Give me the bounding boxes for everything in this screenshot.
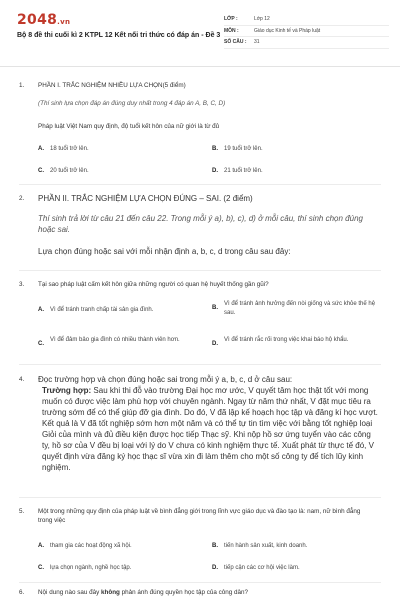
option-b[interactable]: B. 19 tuổi trở lên. xyxy=(212,146,263,152)
question-note: (Thí sinh lựa chọn đáp án đúng duy nhất trong 4 đáp án A, B, C, D) xyxy=(38,100,226,107)
option-c[interactable]: C. lựa chọn ngành, nghề học tập. xyxy=(38,565,132,571)
divider xyxy=(19,497,381,498)
meta-value: Giáo dục Kinh tế và Pháp luật xyxy=(254,27,321,34)
option-b[interactable]: B. Vì để tránh ảnh hưởng đến nòi giống và sức khỏe thế hệ sau. xyxy=(212,301,376,316)
divider xyxy=(19,184,381,185)
site-logo[interactable]: 2048.vn xyxy=(17,12,71,28)
meta-value: Lớp 12 xyxy=(254,16,270,23)
case-label: Trường hợp: xyxy=(42,386,92,395)
option-c[interactable]: C. 20 tuổi trở lên. xyxy=(38,168,89,174)
meta-row-subject xyxy=(224,26,389,38)
question-number: 5. xyxy=(19,508,25,515)
divider xyxy=(19,582,381,583)
question-number: 6. xyxy=(19,589,25,596)
question-note: Thí sinh trả lời từ câu 21 đến câu 22. Trong mỗi ý a), b), c), d) ở mỗi câu, thí sinh chọn đúng hoặc sai. xyxy=(38,214,363,234)
meta-value: 31 xyxy=(254,39,260,46)
option-d[interactable]: D. tiếp cận các cơ hội việc làm. xyxy=(212,565,300,571)
section-heading: PHẦN II. TRẮC NGHIỆM LỰA CHỌN ĐÚNG – SAI. (2 điểm) xyxy=(38,194,253,203)
section-heading: PHẦN I. TRẮC NGHIỆM NHIỀU LỰA CHỌN(5 điểm) xyxy=(38,82,186,89)
question-text: Đọc trường hợp và chọn đúng hoặc sai trong mỗi ý a, b, c, d ở câu sau: xyxy=(38,375,293,384)
question-text: Lựa chọn đúng hoặc sai với mỗi nhận định a, b, c, d trong câu sau đây: xyxy=(38,247,291,256)
divider xyxy=(19,364,381,365)
question-text: Tại sao pháp luật cấm kết hôn giữa những người có quan hệ huyết thống gần gũi? xyxy=(38,281,269,288)
question-number: 4. xyxy=(19,376,25,383)
meta-key: LỚP : xyxy=(224,16,238,23)
case-text: Sau khi thi đỗ vào trường Đại học mơ ước, V quyết tâm học thật tốt với mong muốn có được việc làm phù hợp với chuyên ngành. Ngay từ năm thứ nhất, V đặt mục tiêu ra trường sớm để có thể giúp đỡ gia đình. Do đó, V đã lập kế hoạch học tập và đăng kí học vượt. Kết quả là V đã tốt nghiệp sớm hơn một năm và có thể tự tin tìm việc với bằng tốt nghiệp loại Giỏi của mình và đủ điều kiện được học tiếp Thạc sỹ. Khi nộp hồ sơ ứng tuyển vào các công ty, hồ sơ của V đều bị loại với lý do V chưa có kinh nghiệm thực tế. Xuất phát từ thực tế đó, V quyết định vừa đăng ký học thạc sĩ vừa xin đi làm thêm cho một số công ty để tích lũy kinh nghiệm. xyxy=(42,386,378,472)
option-a[interactable]: A. tham gia các hoạt động xã hội. xyxy=(38,543,132,549)
question-number: 1. xyxy=(19,82,25,89)
option-a[interactable]: A. Vì để tránh tranh chấp tài sản gia đình. xyxy=(38,307,154,313)
case-study xyxy=(42,385,378,473)
divider xyxy=(19,270,381,271)
meta-row-count xyxy=(224,37,389,49)
page-header xyxy=(0,0,400,67)
option-c[interactable]: C. Vì để đảm bảo gia đình có nhiều thành viên hơn. xyxy=(38,337,180,347)
meta-table xyxy=(224,14,389,49)
question-text: Một trong những quy định của pháp luật về bình đẳng giới trong lĩnh vực giáo dục và đào tạo là: nam, nữ bình đẳng trong việc xyxy=(38,508,361,524)
meta-key: SỐ CÂU : xyxy=(224,39,247,46)
meta-row-class xyxy=(224,14,389,26)
document-title: Bộ 8 đề thi cuối kì 2 KTPL 12 Kết nối tri thức có đáp án - Đề 3 xyxy=(17,32,221,39)
question-text: Pháp luật Việt Nam quy định, độ tuổi kết hôn của nữ giới là từ đủ xyxy=(38,123,220,130)
question-number: 3. xyxy=(19,281,25,288)
option-d[interactable]: D. Vì để tránh rắc rối trong việc khai báo hộ khẩu. xyxy=(212,337,349,347)
question-text: Nội dung nào sau đây không phản ánh đúng quyền học tập của công dân? xyxy=(38,589,249,596)
option-b[interactable]: B. tiến hành sản xuất, kinh doanh. xyxy=(212,543,308,549)
option-d[interactable]: D. 21 tuổi trở lên. xyxy=(212,168,263,174)
meta-key: MÔN : xyxy=(224,27,239,34)
option-a[interactable]: A. 18 tuổi trở lên. xyxy=(38,146,89,152)
question-number: 2. xyxy=(19,195,25,202)
